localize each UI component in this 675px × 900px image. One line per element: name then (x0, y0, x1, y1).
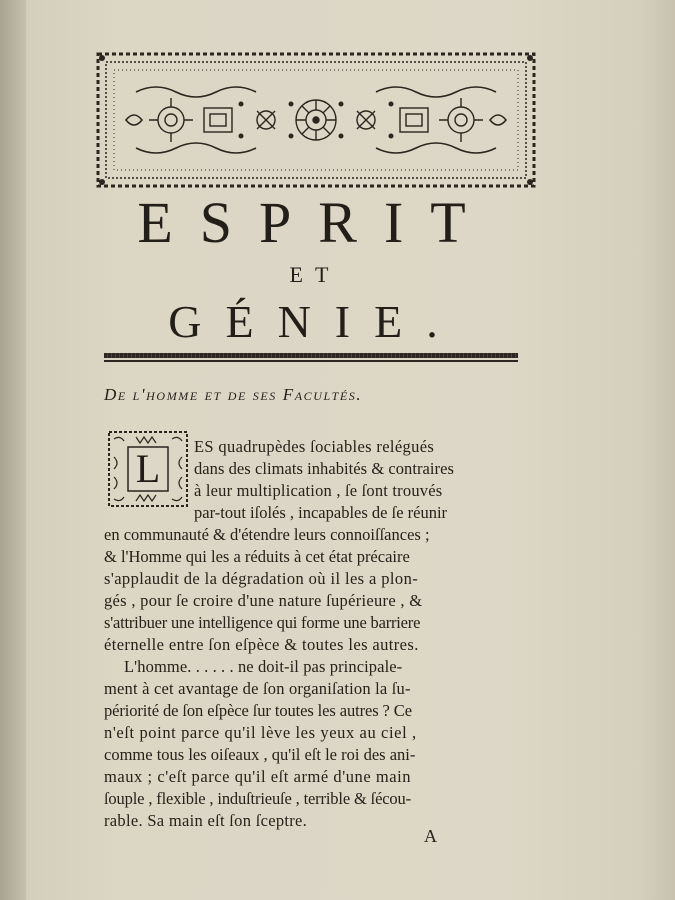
text-line: ſouple , flexible , induſtrieuſe , terrible & ſécou- (104, 789, 411, 808)
text-line: comme tous les oiſeaux , qu'il eſt le roi des ani- (104, 745, 416, 764)
text-line: & l'Homme qui les a réduits à cet état précaire (104, 547, 410, 566)
text-line: n'eſt point parce qu'il lève les yeux au ciel , (104, 723, 417, 742)
dropcap-ornament (108, 431, 188, 507)
text-line: en communauté & d'étendre leurs connoiſſances ; (104, 525, 430, 544)
text-line: s'attribuer une intelligence qui forme une barriere (104, 613, 421, 632)
text-line: périorité de ſon eſpèce ſur toutes les autres ? Ce (104, 701, 412, 720)
text-line: par-tout iſolés , incapables de ſe réunir (194, 503, 448, 522)
ornamental-headpiece (96, 52, 536, 188)
title-genie: GÉNIE. (168, 296, 462, 347)
text-line: à leur multiplication , ſe ſont trouvés (194, 481, 443, 500)
rule-thick (104, 353, 518, 358)
dropcap-letter: L (135, 446, 161, 491)
text-line: maux ; c'eſt parce qu'il eſt armé d'une main (104, 767, 412, 786)
rule-thin (104, 360, 518, 362)
text-line: s'applaudit de la dégradation où il les a plon- (104, 569, 419, 588)
signature-mark: A (424, 826, 437, 846)
text-line: éternelle entre ſon eſpèce & toutes les autres. (104, 635, 419, 654)
text-line: dans des climats inhabités & contraires (194, 459, 454, 478)
book-gutter (0, 0, 26, 900)
title-esprit: ESPRIT (137, 190, 493, 255)
section-heading: De l'homme et de ses Facultés. (104, 385, 363, 404)
text-line: ment à cet avantage de ſon organiſation la ſu- (104, 679, 411, 698)
title-et: ET (289, 262, 341, 287)
title-rule (104, 353, 518, 363)
text-line: gés , pour ſe croire d'une nature ſupérieure , & (104, 591, 423, 610)
text-line: rable. Sa main eſt ſon ſceptre. (104, 811, 308, 830)
text-line: L'homme. . . . . . ne doit-il pas principale- (124, 657, 403, 676)
text-line: ES quadrupèdes ſociables relégués (194, 437, 435, 456)
